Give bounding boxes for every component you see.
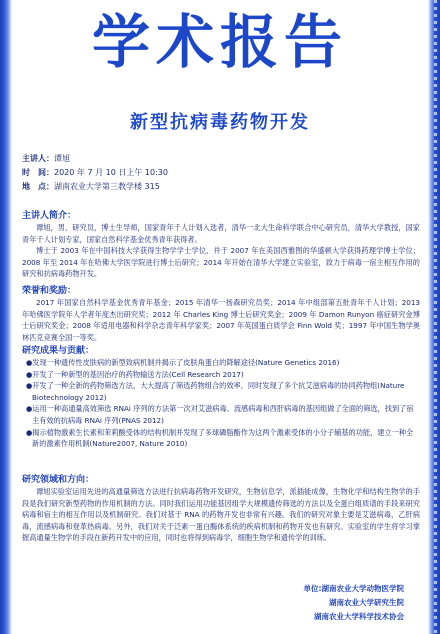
organizer-unit-3: 湖南农业大学科学技术协会 [314,612,404,621]
result-item: ●运用一种高通量高效筛选 RNAi 序列的方法第一次对艾滋病毒、流感病毒和西肝病毒的基因组做了全面的筛选，找到了宿主有效的抗病毒 RNAi 序列(PNAS 2012) [26,404,414,425]
results-section [22,345,420,450]
result-item: ●发现一种遗传性皮肤病的新型致病机制并揭示了皮肤角蛋白的降解途径(Nature Genetics 2016) [26,358,340,367]
event-info [22,152,168,194]
organizer-unit-1: 单位:湖南农业大学动物医学院 [303,584,404,593]
poster-title: 学术报告 [91,8,348,76]
time-row [22,166,168,180]
speaker-name: 谭旭 [54,154,70,163]
honors-heading: 荣誉和奖励： [22,286,77,296]
research-heading: 研究领域和方向： [22,475,95,485]
right-dash-decoration [434,0,437,634]
poster-subtitle: 新型抗病毒药物开发 [130,112,310,133]
intro-heading: 主讲人简介： [22,211,77,221]
research-paragraph: 谭旭实验室运用先进的高通量筛选方法进行抗病毒药物开发研究，生物信息学，派插能成像，生物化学和结构生物学的手段是我们研究新型药物的作用机制的方法。同时我们运用功能基因组学大规模遗传筛选的方法以及全蛋白组质谱的手段来研究病毒和宿主的相互作用以及机制研究。我们对基于 RNA 的药物开发也非常有兴趣。我们的研究对象主要是艾滋病毒，乙肝病毒，流感病毒和登革热病毒。另外，我们对关于泛素一蛋白酶体系统的疾病机制和药物开发也有研究。实验室的学生将学习掌握高通量生物学的手段在新药开发中的应用，同时也将得到病毒学，细胞生物学和遗传学的训练。 [22,487,420,543]
intro-section [22,210,420,280]
honors-section [22,285,420,343]
intro-paragraph-1: 谭旭，男，研究员，博士生导师，国家青年千人计划入选者，清华一北大生命科学联合中心研究员，清华大学教授，国家青年千人计划专家，国家自然科学基金优秀青年获得者。 [22,223,420,244]
event-place: 湖南农业大学第三教学楼 315 [54,182,160,191]
place-label: 地 点： [22,182,54,191]
speaker-row [22,152,168,166]
place-row [22,180,168,194]
organizer-units [304,582,405,624]
organizer-unit-2: 湖南农业大学研究生院 [329,598,404,607]
honors-paragraph: 2017 年国家自然科学基金优秀青年基金；2015 年清华一扬森研究员奖；2014 年中组部第五批青年千人计划；2013 年哈佛医学院年人学者年度杰出研究奖；2012 年 Charles King 博士后研究奖金；2009 年 Damon Runyon 癌症研究金博士后研究奖金；2008 年适用电器和科学杂志青年科学家奖；2007 年英国蛋白质学会 Finn Wold 奖；1997 年中国生物学奥林匹克竞赛全国一等奖。 [22,298,420,342]
research-section [22,474,420,544]
left-border-decoration [0,0,12,634]
results-heading: 研究成果与贡献： [22,346,95,356]
event-time: 2020 年 7 月 10 日上午 10:30 [54,168,168,177]
intro-paragraph-2: 博士于 2003 年在中国科技大学获得生物学学士学位，并于 2007 年在美国西雅图的华盛顿大学获得药理学博士学位；2008 年至 2014 年在哈佛大学医学院进行博士后研究；2014 年开始在清华大学建立实验室，致力于病毒一宿主相互作用的研究和抗病毒药物开发。 [22,246,420,279]
result-item: ●开发了一种全新的药物筛选方法，大大提高了筛选药物组合的效率，同时发现了多个抗艾滋病毒的协同药物组(Nature Biotechnology 2012) [26,381,405,402]
result-item: ●开发了一种新型的基因治疗的药物输送方法(Cell Research 2017) [26,369,244,379]
time-label: 时 间： [22,168,54,177]
result-item: ●揭示植物激素生长素和茉莉酸受体的结构机制并发现了多球磷脂酯作为这两个激素受体的小分子辅基的功能，建立一种全新的激素作用机制(Nature2007, Nature 2010) [26,427,414,449]
speaker-label: 主讲人： [22,154,54,163]
